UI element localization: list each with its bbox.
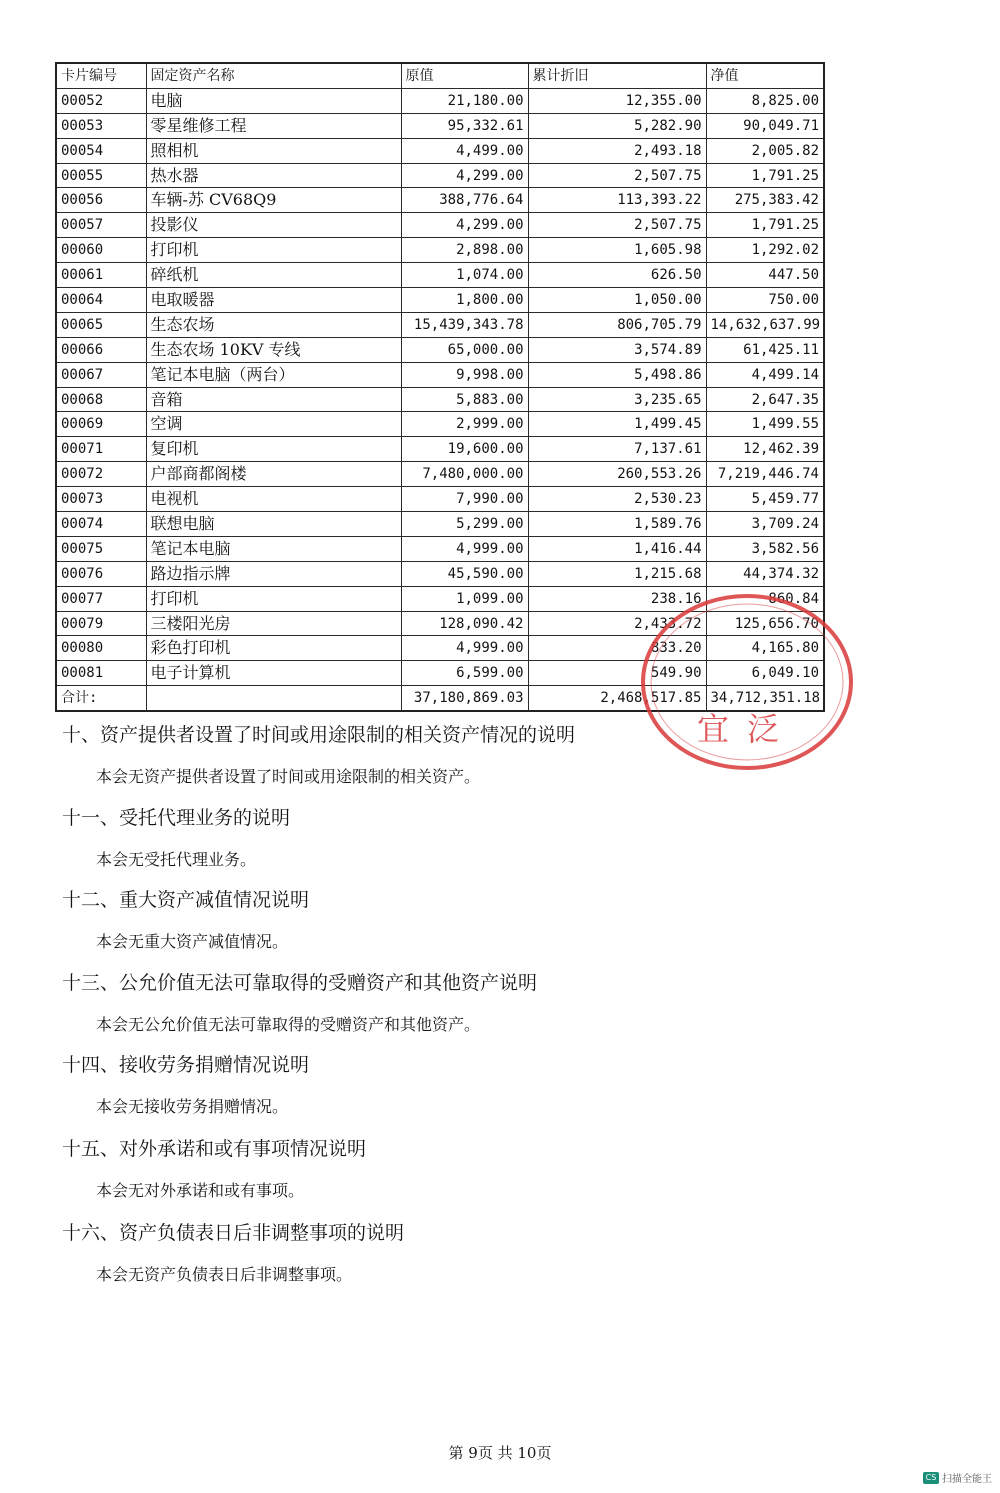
cell-net-value: 8,825.00	[706, 88, 824, 113]
cell-original-value: 9,998.00	[401, 362, 528, 387]
cell-asset-name: 打印机	[146, 586, 401, 611]
cell-net-value: 125,656.70	[706, 611, 824, 636]
table-row	[56, 536, 824, 561]
cell-original-value: 21,180.00	[401, 88, 528, 113]
table-row	[56, 263, 824, 288]
cell-asset-name: 音箱	[146, 387, 401, 412]
cell-original-value: 45,590.00	[401, 561, 528, 586]
cell-card-no: 00074	[56, 512, 146, 537]
cell-original-value: 6,599.00	[401, 661, 528, 686]
cell-original-value: 95,332.61	[401, 113, 528, 138]
section-body: 本会无接收劳务捐赠情况。	[96, 1097, 289, 1116]
section-heading: 十四、接收劳务捐赠情况说明	[62, 1054, 310, 1076]
cell-net-value: 447.50	[706, 263, 824, 288]
cell-accumulated-depreciation: 1,605.98	[528, 238, 706, 263]
table-body	[56, 88, 824, 685]
cell-card-no: 00077	[56, 586, 146, 611]
table-row	[56, 437, 824, 462]
cell-net-value: 3,709.24	[706, 512, 824, 537]
cell-asset-name: 电子计算机	[146, 661, 401, 686]
cell-original-value: 4,499.00	[401, 138, 528, 163]
cell-card-no: 00061	[56, 263, 146, 288]
cell-asset-name: 联想电脑	[146, 512, 401, 537]
total-empty	[146, 686, 401, 711]
table-row	[56, 387, 824, 412]
section-heading: 十、资产提供者设置了时间或用途限制的相关资产情况的说明	[62, 724, 576, 746]
total-accumulated-depreciation: 2,468,517.85	[528, 686, 706, 711]
section-body: 本会无资产负债表日后非调整事项。	[96, 1265, 353, 1284]
cell-accumulated-depreciation: 1,215.68	[528, 561, 706, 586]
section-body: 本会无重大资产减值情况。	[96, 932, 289, 951]
scanner-watermark-text: 扫描全能王	[942, 1474, 992, 1485]
cell-accumulated-depreciation: 2,507.75	[528, 213, 706, 238]
cell-accumulated-depreciation: 1,589.76	[528, 512, 706, 537]
table-row	[56, 512, 824, 537]
table-total-row	[56, 686, 824, 711]
cell-asset-name: 路边指示牌	[146, 561, 401, 586]
cell-card-no: 00076	[56, 561, 146, 586]
table-row	[56, 561, 824, 586]
cell-net-value: 14,632,637.99	[706, 312, 824, 337]
cell-card-no: 00056	[56, 188, 146, 213]
cell-card-no: 00055	[56, 163, 146, 188]
page-footer: 第 9页 共 10页	[448, 1444, 552, 1462]
cell-card-no: 00053	[56, 113, 146, 138]
cell-asset-name: 电视机	[146, 487, 401, 512]
cell-original-value: 1,074.00	[401, 263, 528, 288]
section-heading: 十三、公允价值无法可靠取得的受赠资产和其他资产说明	[62, 972, 538, 994]
table-row	[56, 88, 824, 113]
cell-card-no: 00072	[56, 462, 146, 487]
table-row	[56, 487, 824, 512]
section-body: 本会无资产提供者设置了时间或用途限制的相关资产。	[96, 767, 481, 786]
table-row	[56, 412, 824, 437]
cell-asset-name: 户部商都阁楼	[146, 462, 401, 487]
cell-net-value: 1,499.55	[706, 412, 824, 437]
cell-accumulated-depreciation: 1,050.00	[528, 288, 706, 313]
cell-original-value: 65,000.00	[401, 337, 528, 362]
cell-asset-name: 投影仪	[146, 213, 401, 238]
cell-accumulated-depreciation: 12,355.00	[528, 88, 706, 113]
table-row	[56, 337, 824, 362]
cell-net-value: 1,791.25	[706, 163, 824, 188]
cell-net-value: 5,459.77	[706, 487, 824, 512]
cell-accumulated-depreciation: 626.50	[528, 263, 706, 288]
cell-accumulated-depreciation: 7,137.61	[528, 437, 706, 462]
cell-card-no: 00069	[56, 412, 146, 437]
cell-asset-name: 电取暖器	[146, 288, 401, 313]
cell-card-no: 00066	[56, 337, 146, 362]
cell-asset-name: 笔记本电脑（两台）	[146, 362, 401, 387]
cell-asset-name: 零星维修工程	[146, 113, 401, 138]
cell-card-no: 00057	[56, 213, 146, 238]
cell-accumulated-depreciation: 3,235.65	[528, 387, 706, 412]
cell-card-no: 00079	[56, 611, 146, 636]
cell-asset-name: 空调	[146, 412, 401, 437]
cell-original-value: 1,800.00	[401, 288, 528, 313]
header-card-no: 卡片编号	[56, 63, 146, 88]
cell-net-value: 2,005.82	[706, 138, 824, 163]
cell-asset-name: 三楼阳光房	[146, 611, 401, 636]
cell-original-value: 128,090.42	[401, 611, 528, 636]
total-original-value: 37,180,869.03	[401, 686, 528, 711]
cell-net-value: 6,049.10	[706, 661, 824, 686]
cell-accumulated-depreciation: 2,433.72	[528, 611, 706, 636]
cell-accumulated-depreciation: 5,498.86	[528, 362, 706, 387]
table-row	[56, 213, 824, 238]
table-row	[56, 238, 824, 263]
cell-asset-name: 热水器	[146, 163, 401, 188]
section-body: 本会无受托代理业务。	[96, 850, 257, 869]
table-row	[56, 288, 824, 313]
cell-net-value: 61,425.11	[706, 337, 824, 362]
cell-card-no: 00065	[56, 312, 146, 337]
cell-original-value: 7,990.00	[401, 487, 528, 512]
cell-asset-name: 打印机	[146, 238, 401, 263]
total-net-value: 34,712,351.18	[706, 686, 824, 711]
cell-card-no: 00068	[56, 387, 146, 412]
section-body: 本会无公允价值无法可靠取得的受赠资产和其他资产。	[96, 1015, 481, 1034]
table-row	[56, 586, 824, 611]
table-row	[56, 462, 824, 487]
cell-accumulated-depreciation: 2,493.18	[528, 138, 706, 163]
cell-accumulated-depreciation: 806,705.79	[528, 312, 706, 337]
header-accumulated-depreciation: 累计折旧	[528, 63, 706, 88]
cell-original-value: 2,999.00	[401, 412, 528, 437]
header-net-value: 净值	[706, 63, 824, 88]
cell-original-value: 388,776.64	[401, 188, 528, 213]
cell-original-value: 7,480,000.00	[401, 462, 528, 487]
cell-accumulated-depreciation: 5,282.90	[528, 113, 706, 138]
cell-card-no: 00064	[56, 288, 146, 313]
section-heading: 十五、对外承诺和或有事项情况说明	[62, 1138, 367, 1160]
table-row	[56, 163, 824, 188]
table-row	[56, 312, 824, 337]
table-row	[56, 362, 824, 387]
cell-asset-name: 笔记本电脑	[146, 536, 401, 561]
cell-net-value: 4,165.80	[706, 636, 824, 661]
cell-asset-name: 彩色打印机	[146, 636, 401, 661]
cell-accumulated-depreciation: 238.16	[528, 586, 706, 611]
cell-accumulated-depreciation: 2,530.23	[528, 487, 706, 512]
cell-asset-name: 电脑	[146, 88, 401, 113]
cell-card-no: 00081	[56, 661, 146, 686]
cell-asset-name: 碎纸机	[146, 263, 401, 288]
cell-asset-name: 车辆-苏 CV68Q9	[146, 188, 401, 213]
cell-asset-name: 生态农场	[146, 312, 401, 337]
table-header-row	[56, 63, 824, 88]
cell-accumulated-depreciation: 549.90	[528, 661, 706, 686]
cell-net-value: 1,791.25	[706, 213, 824, 238]
fixed-asset-table	[55, 62, 825, 712]
cell-card-no: 00052	[56, 88, 146, 113]
header-original-value: 原值	[401, 63, 528, 88]
cell-net-value: 2,647.35	[706, 387, 824, 412]
table-row	[56, 113, 824, 138]
scanner-watermark	[923, 1470, 992, 1485]
cell-card-no: 00080	[56, 636, 146, 661]
scanner-logo-icon: CS	[923, 1472, 939, 1484]
table-row	[56, 636, 824, 661]
cell-accumulated-depreciation: 2,507.75	[528, 163, 706, 188]
cell-original-value: 15,439,343.78	[401, 312, 528, 337]
cell-original-value: 2,898.00	[401, 238, 528, 263]
cell-accumulated-depreciation: 113,393.22	[528, 188, 706, 213]
cell-card-no: 00071	[56, 437, 146, 462]
table-row	[56, 188, 824, 213]
cell-original-value: 5,883.00	[401, 387, 528, 412]
cell-net-value: 12,462.39	[706, 437, 824, 462]
table-row	[56, 138, 824, 163]
cell-accumulated-depreciation: 1,416.44	[528, 536, 706, 561]
cell-net-value: 44,374.32	[706, 561, 824, 586]
table-row	[56, 611, 824, 636]
cell-card-no: 00073	[56, 487, 146, 512]
cell-net-value: 90,049.71	[706, 113, 824, 138]
cell-asset-name: 照相机	[146, 138, 401, 163]
header-asset-name: 固定资产名称	[146, 63, 401, 88]
cell-accumulated-depreciation: 260,553.26	[528, 462, 706, 487]
cell-card-no: 00067	[56, 362, 146, 387]
cell-net-value: 7,219,446.74	[706, 462, 824, 487]
cell-original-value: 5,299.00	[401, 512, 528, 537]
seal-text: 宜泛	[696, 710, 798, 748]
cell-net-value: 860.84	[706, 586, 824, 611]
cell-original-value: 4,999.00	[401, 636, 528, 661]
cell-net-value: 275,383.42	[706, 188, 824, 213]
cell-accumulated-depreciation: 1,499.45	[528, 412, 706, 437]
cell-original-value: 4,299.00	[401, 163, 528, 188]
table-row	[56, 661, 824, 686]
section-heading: 十一、受托代理业务的说明	[62, 807, 291, 829]
cell-accumulated-depreciation: 3,574.89	[528, 337, 706, 362]
cell-asset-name: 生态农场 10KV 专线	[146, 337, 401, 362]
cell-net-value: 1,292.02	[706, 238, 824, 263]
section-heading: 十六、资产负债表日后非调整事项的说明	[62, 1222, 405, 1244]
cell-asset-name: 复印机	[146, 437, 401, 462]
section-body: 本会无对外承诺和或有事项。	[96, 1181, 305, 1200]
cell-net-value: 3,582.56	[706, 536, 824, 561]
cell-original-value: 4,999.00	[401, 536, 528, 561]
cell-card-no: 00060	[56, 238, 146, 263]
cell-original-value: 4,299.00	[401, 213, 528, 238]
cell-card-no: 00075	[56, 536, 146, 561]
section-heading: 十二、重大资产减值情况说明	[62, 889, 310, 911]
cell-accumulated-depreciation: 833.20	[528, 636, 706, 661]
cell-net-value: 4,499.14	[706, 362, 824, 387]
cell-net-value: 750.00	[706, 288, 824, 313]
cell-original-value: 1,099.00	[401, 586, 528, 611]
cell-original-value: 19,600.00	[401, 437, 528, 462]
total-label: 合计:	[56, 686, 146, 711]
cell-card-no: 00054	[56, 138, 146, 163]
